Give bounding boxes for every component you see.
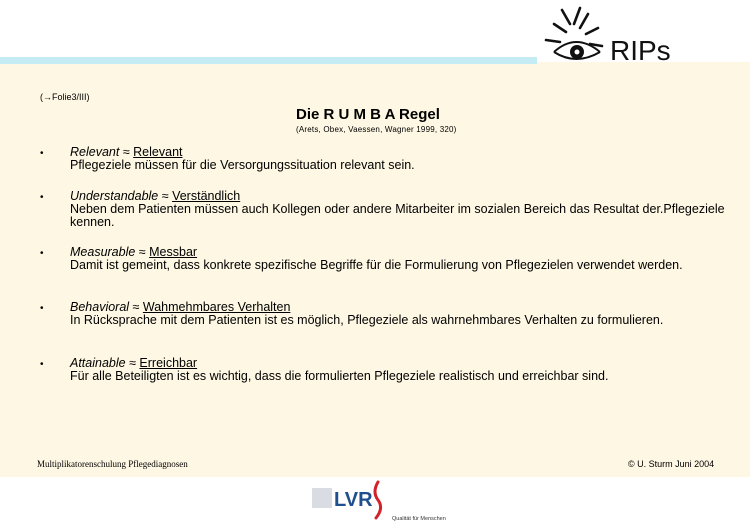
rips-logo-text: RIPs xyxy=(610,35,671,64)
english-term: Measurable xyxy=(70,245,136,259)
german-term: Messbar xyxy=(149,245,198,259)
footer-copyright: © U. Sturm Juni 2004 xyxy=(628,459,715,469)
german-term: Wahmehmbares Verhalten xyxy=(142,300,291,314)
german-term: Verständlich xyxy=(172,189,241,203)
approx-sign: ≈ xyxy=(125,356,140,370)
lvr-tagline: Qualität für Menschen xyxy=(392,516,446,522)
list-item xyxy=(40,356,730,383)
list-item xyxy=(40,300,730,327)
bullet: • xyxy=(40,192,44,203)
approx-sign: ≈ xyxy=(158,189,173,203)
item-description: Für alle Beteiligten ist es wichtig, dass die formulierten Pflegeziele realistisch und erreichbar sind. xyxy=(70,369,609,383)
item-description: In Rücksprache mit dem Patienten ist es möglich, Pflegeziele als wahrnehmbares Verhalten zu formulieren. xyxy=(70,313,664,327)
rips-logo xyxy=(540,2,680,64)
german-term: Erreichbar xyxy=(139,356,198,370)
list-item xyxy=(40,145,730,172)
approx-sign: ≈ xyxy=(135,245,150,259)
footer-course-name: Multiplikatorenschulung Pflegediagnosen xyxy=(37,459,188,469)
bullet: • xyxy=(40,303,44,314)
approx-sign: ≈ xyxy=(129,300,143,314)
list-item xyxy=(40,189,730,229)
english-term: Behavioral xyxy=(70,300,130,314)
bullet: • xyxy=(40,359,44,370)
item-description: Pflegeziele müssen für die Versorgungssituation relevant sein. xyxy=(70,158,415,172)
lvr-logo-text: LVR xyxy=(334,489,373,511)
german-term: Relevant xyxy=(133,145,183,159)
english-term: Relevant xyxy=(70,145,120,159)
approx-sign: ≈ xyxy=(119,145,134,159)
english-term: Attainable xyxy=(70,356,126,370)
list-item xyxy=(40,245,730,272)
lvr-logo xyxy=(312,478,462,524)
slide-title: Die R U M B A Regel xyxy=(296,106,440,123)
citation: (Arets, Obex, Vaessen, Wagner 1999, 320) xyxy=(296,125,457,134)
bullet: • xyxy=(40,248,44,259)
slide-reference: (→Folie3/III) xyxy=(40,92,90,102)
item-description: Neben dem Patienten müssen auch Kollegen oder andere Mitarbeiter im sozialen Bereich das Resultat der.Pflegeziele kennen. xyxy=(70,202,725,229)
top-accent-bar xyxy=(0,57,537,64)
english-term: Understandable xyxy=(70,189,159,203)
bullet: • xyxy=(40,148,44,159)
item-description: Damit ist gemeint, dass konkrete spezifische Begriffe für die Formulierung von Pflegezielen verwendet werden. xyxy=(70,258,683,272)
